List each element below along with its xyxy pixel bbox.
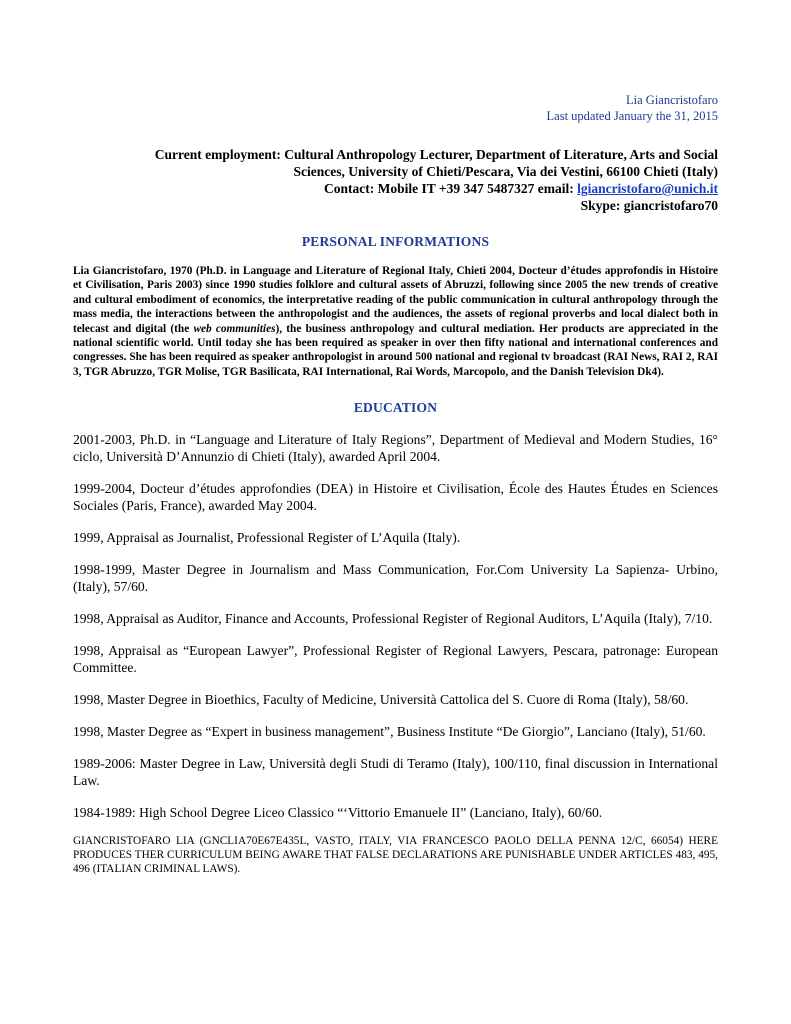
education-section-title: EDUCATION	[353, 400, 438, 416]
legal-declaration: GIANCRISTOFARO LIA (GNCLIA70E67E435L, VASTO, ITALY, VIA FRANCESCO PAOLO DELLA PENNA 12/C, 66054) HERE PRODUCES THER CURRICULUM BEING AWARE THAT FALSE DECLARATIONS ARE PUNISHABLE UNDER ARTICLES 483, 495, 496 (ITALIAN CRIMINAL LAWS).	[73, 835, 718, 876]
education-item: 1998, Appraisal as Auditor, Finance and Accounts, Professional Register of Regional Auditors, L’Aquila (Italy), 7/10.	[73, 611, 713, 627]
contact-prefix: Contact: Mobile IT +39 347 5487327 email:	[324, 181, 578, 196]
personal-text-italic: web communities	[193, 322, 276, 335]
education-item: 1989-2006: Master Degree in Law, Università degli Studi di Teramo (Italy), 100/110, final discussion in International Law.	[73, 756, 718, 789]
email-link[interactable]: lgiancristofaro@unich.it	[577, 181, 718, 196]
contact-line	[73, 180, 718, 197]
education-item: 1999-2004, Docteur d’études approfondies (DEA) in Histoire et Civilisation, École des Hautes Études en Sciences Sociales (Paris, France), awarded May 2004.	[73, 481, 718, 514]
education-item: 1998-1999, Master Degree in Journalism and Mass Communication, For.Com University La Sapienza- Urbino, (Italy), 57/60.	[73, 562, 718, 595]
personal-section-title: PERSONAL INFORMATIONS	[301, 234, 490, 249]
education-item: 2001-2003, Ph.D. in “Language and Literature of Italy Regions”, Department of Medieval and Modern Studies, 16° ciclo, Università D’Annunzio di Chieti (Italy), awarded April 2004.	[73, 432, 718, 465]
employment-block	[73, 146, 718, 214]
education-item: 1998, Master Degree in Bioethics, Faculty of Medicine, Università Cattolica del S. Cuore di Roma (Italy), 58/60.	[73, 692, 689, 708]
personal-text-part-1: Lia Giancristofaro, 1970 (Ph.D. in Language and Literature of Regional Italy, Chieti 2004, Docteur d’études approfondis in Histoire et Civilisation, Paris 2003) since 1990 studies folklore and cultural assets of Abruzzi, following since 2005 the new trends of creative and cultural embodiment of economics, the interpretative reading of the public communication in cultural anthropology through the mass media, the interactions between the anthropologist and the audiences, the assets of regional proverbs and local dialect both in telecast and digital (the	[73, 265, 718, 335]
education-list	[73, 431, 718, 821]
employment-line-2: Sciences, University of Chieti/Pescara, Via dei Vestini, 66100 Chieti (Italy)	[293, 164, 718, 179]
last-updated-date: Last updated January the 31, 2015	[546, 109, 718, 123]
document-header	[73, 92, 718, 124]
education-item: 1984-1989: High School Degree Liceo Classico “‘Vittorio Emanuele II” (Lanciano, Italy), 60/60.	[73, 805, 603, 821]
skype-line: Skype: giancristofaro70	[580, 198, 718, 213]
education-item: 1998, Master Degree as “Expert in business management”, Business Institute “De Giorgio”, Lanciano (Italy), 51/60.	[73, 724, 706, 740]
education-item: 1998, Appraisal as “European Lawyer”, Professional Register of Regional Lawyers, Pescara, patronage: European Committee.	[73, 643, 718, 676]
author-name: Lia Giancristofaro	[626, 93, 718, 107]
education-item: 1999, Appraisal as Journalist, Professional Register of L’Aquila (Italy).	[73, 530, 461, 546]
personal-paragraph	[73, 264, 718, 379]
personal-text-part-2: ), the business anthropology and cultural mediation. Her products are appreciated in the national scientific world. Until today she has been required as speaker in over then fifty national and international conferences and congresses. She has been required as speaker anthropologist in around 500 national and regional tv broadcast (RAI News, RAI 2, RAI 3, TGR Abruzzo, TGR Molise, TGR Basilicata, RAI International, Rai Words, Marcopolo, and the Danish Television Dk4).	[73, 322, 719, 378]
employment-line-1: Current employment: Cultural Anthropology Lecturer, Department of Literature, Arts and Social	[154, 147, 718, 162]
